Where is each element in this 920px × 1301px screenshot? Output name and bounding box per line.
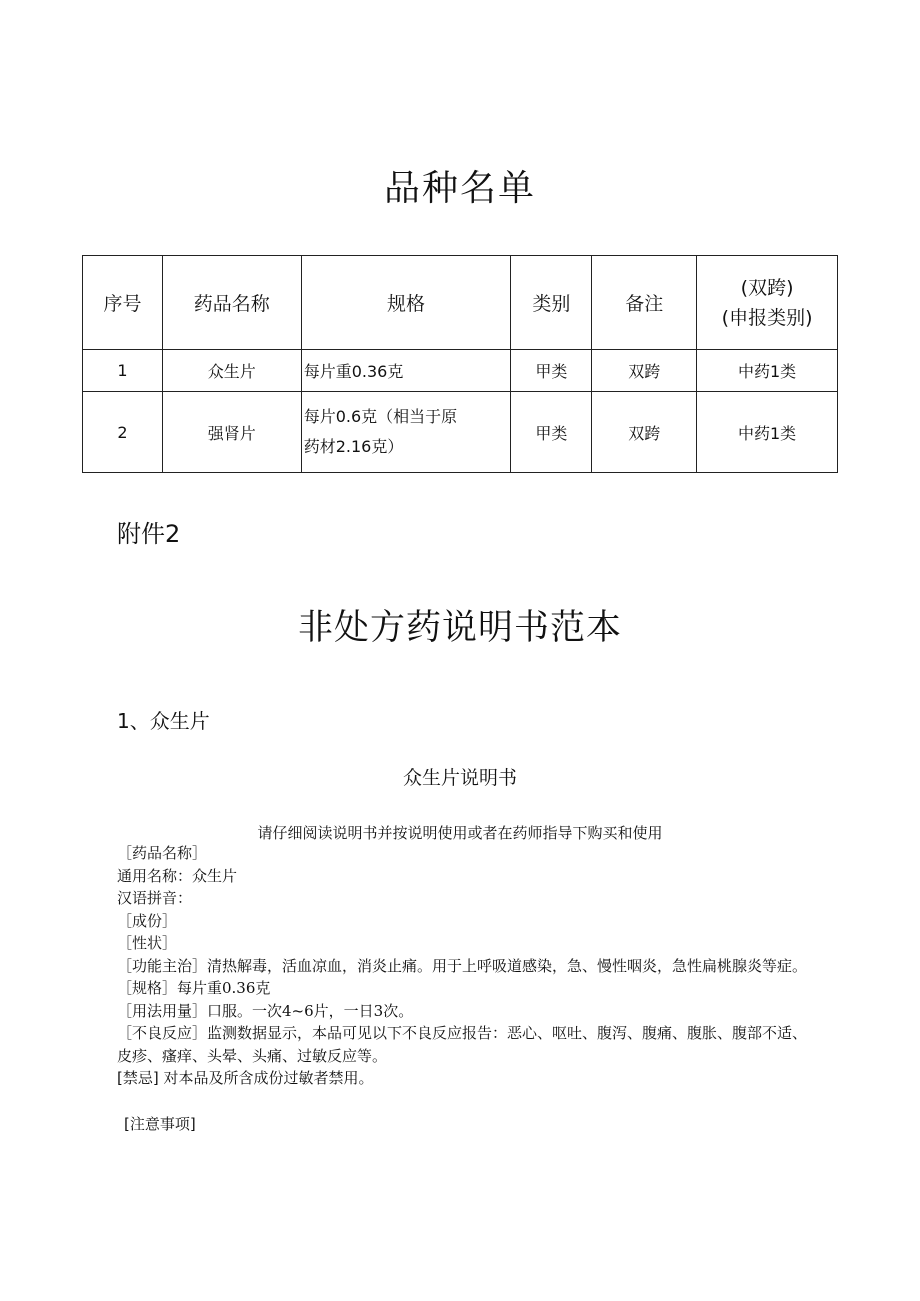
leaflet-line: ［功能主治］清热解毒，活血凉血，消炎止痛。用于上呼吸道感染，急、慢性咽炎，急性扁桃腺炎等症。 <box>117 956 808 975</box>
section-heading: 1、众生片 <box>117 709 210 733</box>
cell-category: 甲类 <box>511 392 592 473</box>
attachment-label: 附件2 <box>117 520 181 548</box>
leaflet-line: ［不良反应］监测数据显示，本品可见以下不良反应报告：恶心、呕吐、腹泻、腹痛、腹胀、腹部不适、 <box>117 1024 808 1042</box>
table-header-row <box>83 256 838 350</box>
header-apply-line2: (申报类别) <box>721 306 813 329</box>
leaflet-line: 汉语拼音： <box>117 889 193 907</box>
cell-apply: 中药1类 <box>697 392 838 473</box>
cell-name: 强肾片 <box>162 392 301 473</box>
header-apply-line1: (双跨) <box>740 276 794 299</box>
header-remark: 备注 <box>592 256 697 350</box>
cell-spec-line1: 每片0.6克（相当于原 <box>303 407 458 426</box>
leaflet-line: ［性状］ <box>117 934 178 952</box>
cell-spec <box>301 392 511 473</box>
leaflet-title: 众生片说明书 <box>402 767 517 789</box>
leaflet-line: 通用名称：众生片 <box>117 866 238 885</box>
cell-name: 众生片 <box>162 350 301 392</box>
cell-remark: 双跨 <box>592 392 697 473</box>
cell-category: 甲类 <box>511 350 592 392</box>
variety-table <box>82 255 838 473</box>
header-name: 药品名称 <box>162 256 301 350</box>
precautions-heading: [注意事项] <box>124 1115 196 1133</box>
page-title: 品种名单 <box>383 168 536 209</box>
leaflet-line: ［药品名称］ <box>117 844 208 862</box>
leaflet-line: ［用法用量］口服。一次4~6片，一日3次。 <box>117 1001 414 1020</box>
table-row <box>83 392 838 473</box>
cell-index: 2 <box>83 392 163 473</box>
leaflet-line: ［成份］ <box>117 911 178 930</box>
header-category: 类别 <box>511 256 592 350</box>
section-title: 非处方药说明书范本 <box>297 608 622 648</box>
header-index: 序号 <box>83 256 163 350</box>
cell-remark: 双跨 <box>592 350 697 392</box>
cell-spec-line2: 药材2.16克） <box>303 437 404 456</box>
usage-notice: 请仔细阅读说明书并按说明使用或者在药师指导下购买和使用 <box>257 824 663 842</box>
table-row <box>83 350 838 392</box>
leaflet-line: ［规格］每片重0.36克 <box>117 979 271 997</box>
cell-spec <box>301 350 511 392</box>
cell-index: 1 <box>83 350 163 392</box>
header-apply <box>697 256 838 350</box>
header-spec: 规格 <box>301 256 511 350</box>
cell-apply: 中药1类 <box>697 350 838 392</box>
cell-spec-line1: 每片重0.36克 <box>303 362 404 381</box>
leaflet-body <box>117 842 837 1090</box>
leaflet-line: [禁忌] 对本品及所含成份过敏者禁用。 <box>117 1069 374 1087</box>
leaflet-line: 皮疹、瘙痒、头晕、头痛、过敏反应等。 <box>117 1046 388 1065</box>
